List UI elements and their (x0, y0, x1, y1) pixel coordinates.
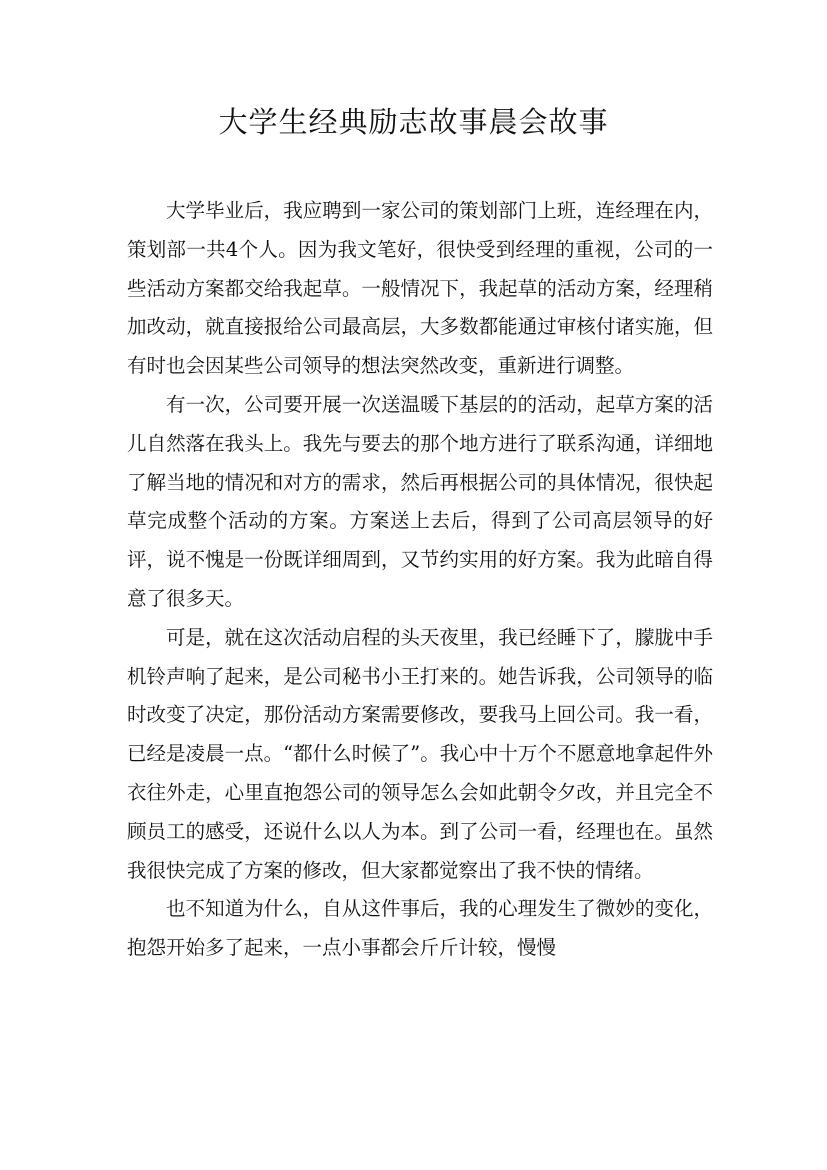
paragraph-2: 有一次，公司要开展一次送温暖下基层的的活动，起草方案的活儿自然落在我头上。我先与要去的那个地方进行了联系沟通，详细地了解当地的情况和对方的需求，然后再根据公司的具体情况，很快起草完成整个活动的方案。方案送上去后，得到了公司高层领导的好评，说不愧是一份既详细周到，又节约实用的好方案。我为此暗自得意了很多天。 (127, 392, 713, 610)
paragraph-3: 可是，就在这次活动启程的头天夜里，我已经睡下了，朦胧中手机铃声响了起来，是公司秘书小王打来的。她告诉我，公司领导的临时改变了决定，那份活动方案需要修改，要我马上回公司。我一看，已经是凌晨一点。“都什么时候了”。我心中十万个不愿意地拿起件外衣往外走，心里直抱怨公司的领导怎么会如此朝令夕改，并且完全不顾员工的感受，还说什么以人为本。到了公司一看，经理也在。虽然我很快完成了方案的修改，但大家都觉察出了我不快的情绪。 (127, 625, 713, 882)
document-title: 大学生经典励志故事晨会故事 (218, 105, 609, 139)
paragraph-1: 大学毕业后，我应聘到一家公司的策划部门上班，连经理在内，策划部一共4个人。因为我文笔好，很快受到经理的重视，公司的一些活动方案都交给我起草。一般情况下，我起草的活动方案，经理稍加改动，就直接报给公司最高层，大多数都能通过审核付诸实施，但有时也会因某些公司领导的想法突然改变，重新进行调整。 (127, 199, 713, 378)
paragraph-4: 也不知道为什么，自从这件事后，我的心理发生了微妙的变化，抱怨开始多了起来，一点小事都会斤斤计较，慢慢 (127, 897, 713, 960)
document-body (127, 192, 713, 968)
